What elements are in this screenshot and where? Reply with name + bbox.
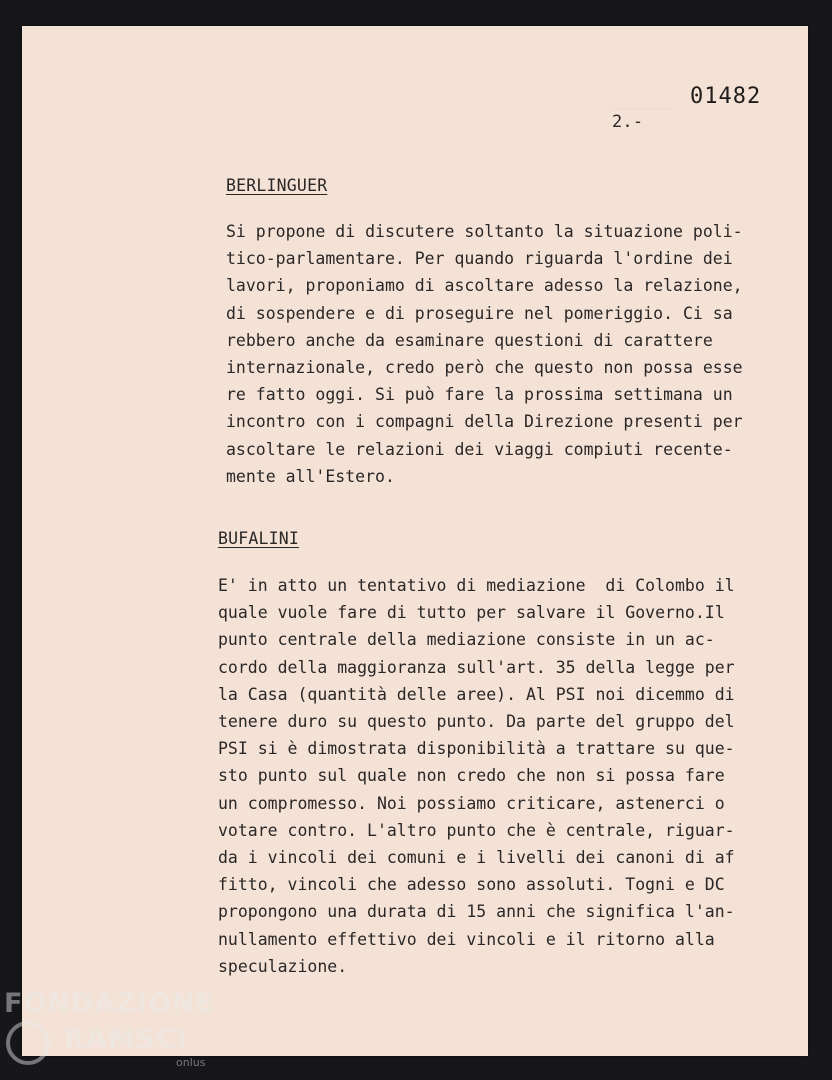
text-line: lavori, proponiamo di ascoltare adesso la relazione, <box>226 276 743 296</box>
speaker-heading-bufalini: BUFALINI <box>218 529 300 548</box>
text-line: votare contro. L'altro punto che è centrale, riguar- <box>218 820 735 840</box>
g-logo-icon <box>6 1021 50 1065</box>
text-line: mente all'Estero. <box>226 466 395 486</box>
watermark-line3: onlus <box>176 1056 206 1069</box>
text-line: fitto, vincoli che adesso sono assoluti. Togni e DC <box>218 875 725 895</box>
bleed-through <box>612 86 672 110</box>
text-line: quale vuole fare di tutto per salvare il Governo.Il <box>218 603 725 623</box>
page-number: 2.- <box>612 112 644 132</box>
text-line: E' in atto un tentativo di mediazione di Colombo il <box>218 576 735 595</box>
text-line: la Casa (quantità delle aree). Al PSI noi dicemmo di <box>218 684 735 704</box>
text-line: speculazione. <box>218 956 348 976</box>
text-line: da i vincoli dei comuni e i livelli dei canoni di af <box>218 848 735 867</box>
watermark-line2: RAMSCI <box>64 1023 188 1055</box>
text-line: di sospendere e di proseguire nel pomeriggio. Ci sa <box>226 303 733 323</box>
text-line: Si propone di discutere soltanto la situazione poli- <box>226 222 743 241</box>
text-line: tenere duro su questo punto. Da parte del gruppo del <box>218 712 735 731</box>
text-line: nullamento effettivo dei vincoli e il ritorno alla <box>218 929 715 949</box>
archive-number: 01482 <box>690 84 762 109</box>
text-line: un compromesso. Noi possiamo criticare, astenerci o <box>218 793 725 813</box>
text-line: PSI si è dimostrata disponibilità a trattare su que- <box>218 739 735 759</box>
text-line: tico-parlamentare. Per quando riguarda l'ordine dei <box>226 249 733 269</box>
watermark-line1: FONDAZIONE <box>4 988 215 1019</box>
text-line: re fatto oggi. Si può fare la prossima settimana un <box>226 385 733 405</box>
speaker-heading-berlinguer: BERLINGUER <box>226 176 328 195</box>
text-line: cordo della maggioranza sull'art. 35 della legge per <box>218 657 735 677</box>
text-line: internazionale, credo però che questo non possa esse <box>226 358 743 377</box>
watermark-logo <box>4 990 215 1068</box>
text-line: propongono una durata di 15 anni che significa l'an- <box>218 902 735 922</box>
text-line: incontro con i compagni della Direzione presenti per <box>226 412 743 432</box>
text-line: sto punto sul quale non credo che non si possa fare <box>218 766 725 786</box>
text-line: rebbero anche da esaminare questioni di carattere <box>226 330 713 350</box>
text-line: punto centrale della mediazione consiste in un ac- <box>218 630 715 650</box>
text-line: ascoltare le relazioni dei viaggi compiuti recente- <box>226 439 733 459</box>
document-page <box>22 26 808 1056</box>
